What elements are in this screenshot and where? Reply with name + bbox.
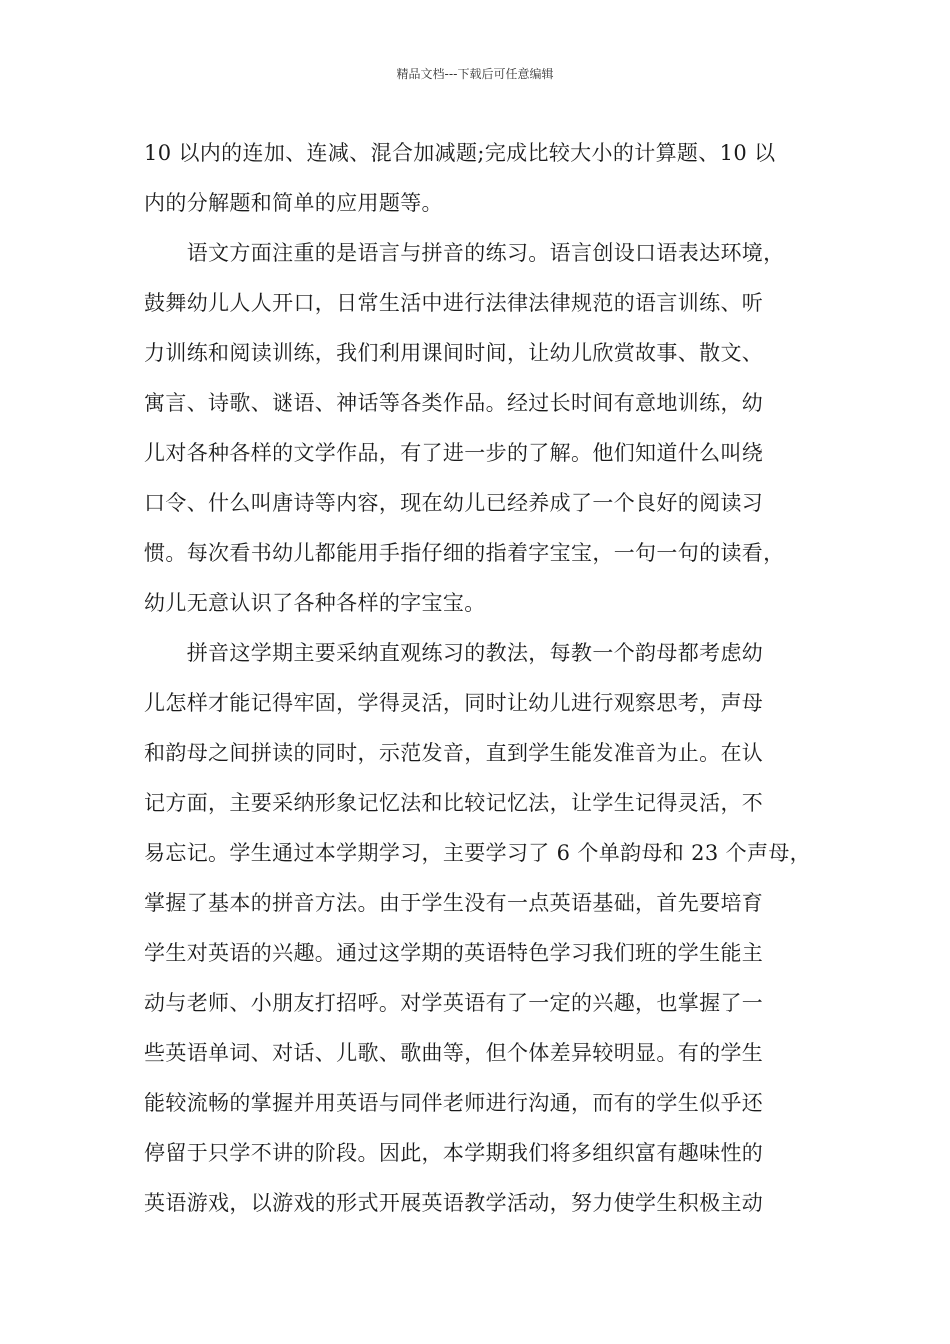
text-line: 学生对英语的兴趣。通过这学期的英语特色学习我们班的学生能主 xyxy=(144,941,764,965)
text-line: 记方面，主要采纳形象记忆法和比较记忆法，让学生记得灵活，不 xyxy=(144,791,764,815)
text-line: 鼓舞幼儿人人开口，日常生活中进行法律法律规范的语言训练、听 xyxy=(144,291,764,315)
document-body xyxy=(144,128,812,1228)
text-line: 惯。每次看书幼儿都能用手指仔细的指着字宝宝，一句一句的读看， xyxy=(144,541,785,565)
page-header: 精品文档---下载后可任意编辑 xyxy=(396,67,554,81)
text-line: 掌握了基本的拼音方法。由于学生没有一点英语基础，首先要培育 xyxy=(144,891,764,915)
text-line: 能较流畅的掌握并用英语与同伴老师进行沟通，而有的学生似乎还 xyxy=(144,1091,764,1115)
text-line: 幼儿无意认识了各种各样的字宝宝。 xyxy=(144,591,486,615)
text-line: 寓言、诗歌、谜语、神话等各类作品。经过长时间有意地训练，幼 xyxy=(144,391,764,415)
text-line: 语文方面注重的是语言与拼音的练习。语言创设口语表达环境， xyxy=(144,241,785,265)
text-line: 英语游戏，以游戏的形式开展英语教学活动，努力使学生积极主动 xyxy=(144,1191,764,1215)
text-line: 内的分解题和简单的应用题等。 xyxy=(144,191,443,215)
text-line: 动与老师、小朋友打招呼。对学英语有了一定的兴趣，也掌握了一 xyxy=(144,991,764,1015)
text-line: 些英语单词、对话、儿歌、歌曲等，但个体差异较明显。有的学生 xyxy=(144,1041,764,1065)
text-line: 拼音这学期主要采纳直观练习的教法，每教一个韵母都考虑幼 xyxy=(144,641,764,665)
text-line: 停留于只学不讲的阶段。因此，本学期我们将多组织富有趣味性的 xyxy=(144,1141,764,1165)
text-line: 和韵母之间拼读的同时，示范发音，直到学生能发准音为止。在认 xyxy=(144,741,764,765)
text-line: 力训练和阅读训练，我们利用课间时间，让幼儿欣赏故事、散文、 xyxy=(144,341,764,365)
text-line: 口令、什么叫唐诗等内容，现在幼儿已经养成了一个良好的阅读习 xyxy=(144,491,764,515)
text-line: 儿怎样才能记得牢固，学得灵活，同时让幼儿进行观察思考，声母 xyxy=(144,691,764,715)
text-line: 易忘记。学生通过本学期学习，主要学习了 6 个单韵母和 23 个声母， xyxy=(144,841,812,865)
text-line: 儿对各种各样的文学作品，有了进一步的了解。他们知道什么叫绕 xyxy=(144,441,764,465)
text-line: 10 以内的连加、连减、混合加减题;完成比较大小的计算题、10 以 xyxy=(144,141,776,165)
